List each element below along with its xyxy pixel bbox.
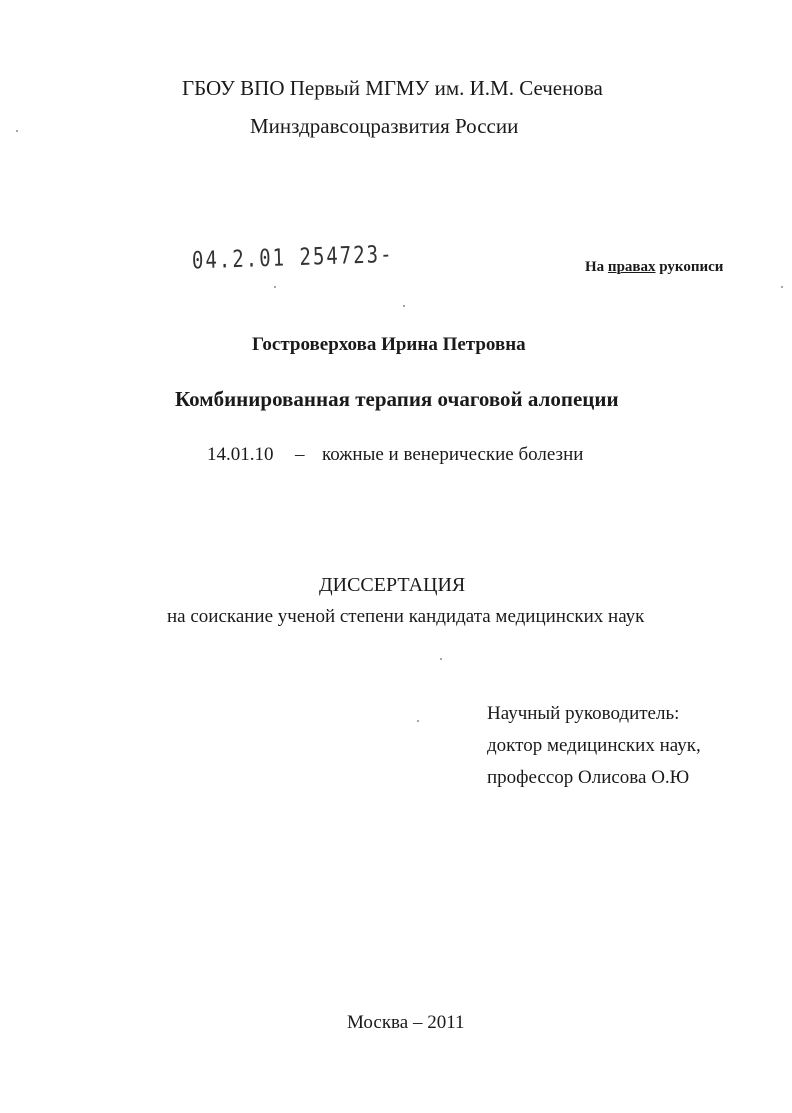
supervisor-degree: доктор медицинских наук, [487,735,701,756]
rights-suffix: рукописи [655,259,724,275]
institution-name: ГБОУ ВПО Первый МГМУ им. И.М. Сеченова [182,76,603,100]
manuscript-rights-note [585,260,723,275]
place-and-year: Москва – 2011 [347,1012,465,1033]
thesis-title: Комбинированная терапия очаговой алопеции [175,387,619,411]
rights-middle: правах [607,259,656,275]
specialty-name: кожные и венерические болезни [322,444,584,465]
scan-speck [403,305,405,307]
scan-speck [440,658,442,660]
degree-purpose: на соискание ученой степени кандидата медицинских наук [167,606,645,627]
ministry-name: Минздравсоцразвития России [250,114,519,138]
scan-speck [274,286,276,288]
specialty-code: 14.01.10 [207,444,274,465]
registration-stamp: 04.2.01 254723- [191,240,394,275]
document-type: ДИССЕРТАЦИЯ [319,574,466,596]
author-name: Гостроверхова Ирина Петровна [252,334,526,355]
specialty-dash: – [295,444,305,465]
supervisor-label: Научный руководитель: [487,703,680,724]
scan-speck [417,720,419,722]
scan-speck [781,286,783,288]
supervisor-name: профессор Олисова О.Ю [487,767,690,788]
scan-speck [16,130,18,132]
rights-prefix: На [585,259,608,275]
specialty-line [207,445,583,464]
